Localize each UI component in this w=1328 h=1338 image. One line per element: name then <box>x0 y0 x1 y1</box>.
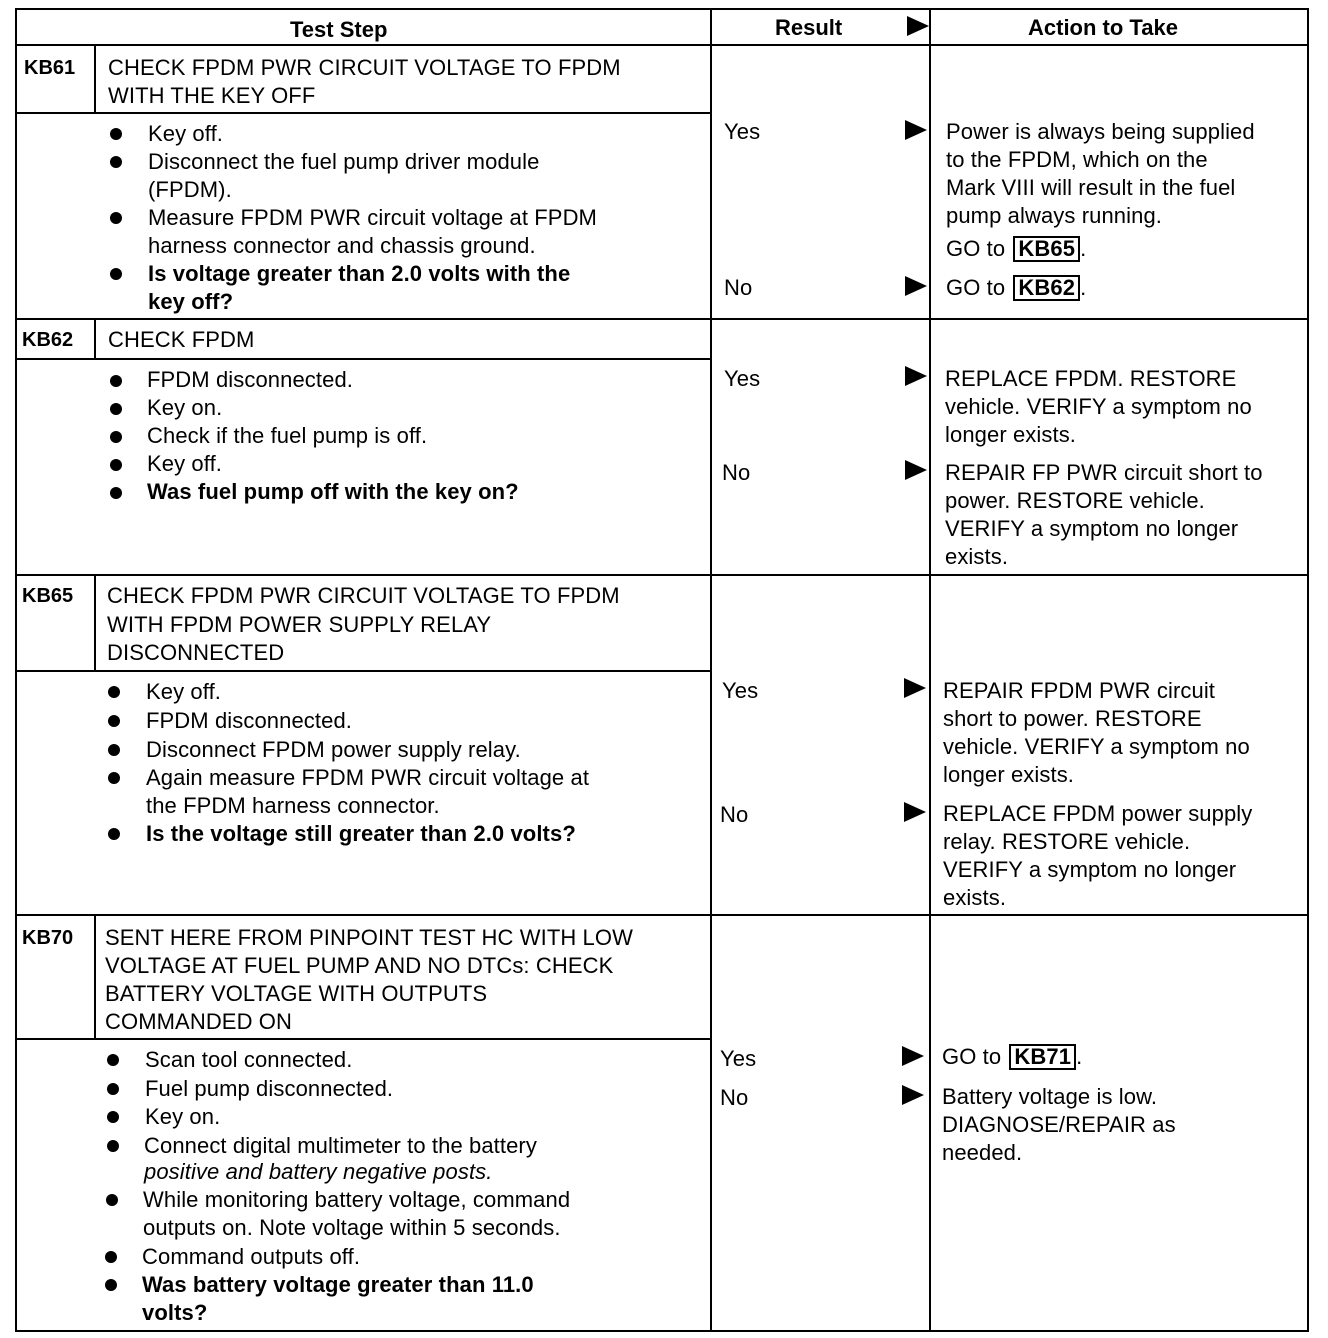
action-line: REPLACE FPDM power supply <box>943 801 1253 826</box>
arrow-icon <box>905 366 927 386</box>
arrow-icon <box>902 1046 924 1066</box>
title-bottom-line <box>15 358 711 360</box>
step-code: KB70 <box>22 927 74 949</box>
step-code: KB62 <box>22 329 74 351</box>
step-bullet: Key off. <box>147 451 222 476</box>
code-cell-divider <box>94 574 96 670</box>
goto-suffix: . <box>1080 236 1087 261</box>
step-bullet: Key on. <box>147 395 223 420</box>
step-bullet: Key off. <box>148 121 223 146</box>
bullet-icon <box>107 1083 119 1095</box>
title-bottom-line <box>15 112 711 114</box>
bullet-icon <box>110 487 122 499</box>
step-bullet: While monitoring battery voltage, command <box>143 1187 571 1212</box>
goto-ref-kb71[interactable]: KB71 <box>1009 1044 1076 1070</box>
bullet-icon <box>110 375 122 387</box>
bullet-icon <box>107 1054 119 1066</box>
action-line: vehicle. VERIFY a symptom no <box>943 734 1250 759</box>
bullet-icon <box>110 268 122 280</box>
title-bottom-line <box>15 1038 711 1040</box>
result-no: No <box>720 1085 749 1110</box>
step-separator <box>15 914 1309 916</box>
bullet-icon <box>105 1251 117 1263</box>
action-line: to the FPDM, which on the <box>946 147 1208 172</box>
step-title-line: BATTERY VOLTAGE WITH OUTPUTS <box>105 981 488 1006</box>
step-bullet: Key on. <box>145 1104 221 1129</box>
bullet-icon <box>108 744 120 756</box>
step-title-line: CHECK FPDM <box>108 327 255 352</box>
arrow-icon <box>904 678 926 698</box>
step-bullet: Connect digital multimeter to the battery <box>144 1133 537 1158</box>
action-line: pump always running. <box>946 203 1163 228</box>
goto-line <box>946 235 1086 263</box>
table-bottom-border <box>15 1330 1309 1332</box>
bullet-icon <box>108 772 120 784</box>
bullet-icon <box>107 1111 119 1123</box>
step-question: Is the voltage still greater than 2.0 volts? <box>146 821 576 846</box>
goto-prefix: GO to <box>946 236 1006 261</box>
step-title-line: WITH FPDM POWER SUPPLY RELAY <box>107 612 492 637</box>
code-cell-divider <box>94 914 96 1038</box>
action-line: REPAIR FPDM PWR circuit <box>943 678 1216 703</box>
step-bullet-cont: harness connector and chassis ground. <box>148 233 536 258</box>
step-title-line: CHECK FPDM PWR CIRCUIT VOLTAGE TO FPDM <box>108 55 621 80</box>
action-line: Battery voltage is low. <box>942 1084 1158 1109</box>
step-bullet: Fuel pump disconnected. <box>145 1076 394 1101</box>
action-line: relay. RESTORE vehicle. <box>943 829 1191 854</box>
header-bottom-border <box>15 44 1309 46</box>
header-result: Result <box>775 15 843 40</box>
step-question: Is voltage greater than 2.0 volts with the <box>148 261 571 286</box>
step-bullet: Disconnect FPDM power supply relay. <box>146 737 521 762</box>
bullet-icon <box>110 128 122 140</box>
table-top-border <box>15 8 1309 10</box>
step-separator <box>15 318 1309 320</box>
code-cell-divider <box>94 318 96 358</box>
step-bullet: FPDM disconnected. <box>147 367 353 392</box>
step-bullet: FPDM disconnected. <box>146 708 352 733</box>
bullet-icon <box>108 715 120 727</box>
goto-ref-kb65[interactable]: KB65 <box>1013 236 1080 262</box>
goto-suffix: . <box>1080 275 1087 300</box>
arrow-icon <box>902 1085 924 1105</box>
step-code: KB65 <box>22 585 74 607</box>
bullet-icon <box>107 1140 119 1152</box>
header-test-step: Test Step <box>290 17 388 42</box>
step-bullet-cont: the FPDM harness connector. <box>146 793 440 818</box>
result-yes: Yes <box>724 119 761 144</box>
arrow-icon <box>905 120 927 140</box>
bullet-icon <box>110 459 122 471</box>
action-line: exists. <box>943 885 1007 910</box>
step-title-line: DISCONNECTED <box>107 640 285 665</box>
action-line: REPAIR FP PWR circuit short to <box>945 460 1263 485</box>
goto-prefix: GO to <box>942 1044 1002 1069</box>
bullet-icon <box>108 828 120 840</box>
step-question: Was battery voltage greater than 11.0 <box>142 1272 534 1297</box>
step-bullet-cont: positive and battery negative posts. <box>144 1159 493 1184</box>
action-line: Power is always being supplied <box>946 119 1255 144</box>
action-line: longer exists. <box>943 762 1075 787</box>
step-title-line: COMMANDED ON <box>105 1009 292 1034</box>
action-line: power. RESTORE vehicle. <box>945 488 1205 513</box>
step-bullet: Scan tool connected. <box>145 1047 353 1072</box>
step-bullet: Key off. <box>146 679 221 704</box>
action-line: DIAGNOSE/REPAIR as <box>942 1112 1176 1137</box>
action-line: Mark VIII will result in the fuel <box>946 175 1236 200</box>
step-title-line: VOLTAGE AT FUEL PUMP AND NO DTCs: CHECK <box>105 953 614 978</box>
result-yes: Yes <box>720 1046 757 1071</box>
code-cell-divider <box>94 44 96 112</box>
action-line: vehicle. VERIFY a symptom no <box>945 394 1252 419</box>
goto-suffix: . <box>1076 1044 1083 1069</box>
goto-ref-kb62[interactable]: KB62 <box>1013 275 1080 301</box>
bullet-icon <box>108 686 120 698</box>
action-column-divider <box>929 8 931 1332</box>
step-bullet: Again measure FPDM PWR circuit voltage at <box>146 765 590 790</box>
step-bullet: Check if the fuel pump is off. <box>147 423 428 448</box>
bullet-icon <box>110 212 122 224</box>
table-right-border <box>1307 8 1309 1332</box>
header-action: Action to Take <box>1028 15 1178 40</box>
step-bullet-cont: outputs on. Note voltage within 5 seconds. <box>143 1215 561 1240</box>
bullet-icon <box>110 156 122 168</box>
goto-line <box>946 274 1086 302</box>
bullet-icon <box>105 1279 117 1291</box>
step-question-cont: volts? <box>142 1300 208 1325</box>
result-no: No <box>722 460 751 485</box>
arrow-icon <box>905 460 927 480</box>
action-line: short to power. RESTORE <box>943 706 1202 731</box>
action-line: REPLACE FPDM. RESTORE <box>945 366 1237 391</box>
step-question-cont: key off? <box>148 289 234 314</box>
result-no: No <box>720 802 749 827</box>
step-code: KB61 <box>24 57 76 79</box>
step-bullet-cont: (FPDM). <box>148 177 232 202</box>
step-title-line: CHECK FPDM PWR CIRCUIT VOLTAGE TO FPDM <box>107 583 620 608</box>
step-title-line: WITH THE KEY OFF <box>108 83 316 108</box>
action-line: longer exists. <box>945 422 1077 447</box>
step-separator <box>15 574 1309 576</box>
result-yes: Yes <box>722 678 759 703</box>
goto-prefix: GO to <box>946 275 1006 300</box>
step-bullet: Command outputs off. <box>142 1244 361 1269</box>
action-line: VERIFY a symptom no longer <box>945 516 1239 541</box>
bullet-icon <box>110 431 122 443</box>
action-line: needed. <box>942 1140 1023 1165</box>
step-question: Was fuel pump off with the key on? <box>147 479 519 504</box>
step-bullet: Disconnect the fuel pump driver module <box>148 149 540 174</box>
arrow-icon <box>907 16 929 36</box>
bullet-icon <box>106 1194 118 1206</box>
bullet-icon <box>110 403 122 415</box>
title-bottom-line <box>15 670 711 672</box>
result-yes: Yes <box>724 366 761 391</box>
action-line: exists. <box>945 544 1009 569</box>
result-no: No <box>724 275 753 300</box>
step-title-line: SENT HERE FROM PINPOINT TEST HC WITH LOW <box>105 925 633 950</box>
arrow-icon <box>904 802 926 822</box>
goto-line <box>942 1043 1082 1071</box>
step-bullet: Measure FPDM PWR circuit voltage at FPDM <box>148 205 597 230</box>
action-line: VERIFY a symptom no longer <box>943 857 1237 882</box>
arrow-icon <box>905 276 927 296</box>
